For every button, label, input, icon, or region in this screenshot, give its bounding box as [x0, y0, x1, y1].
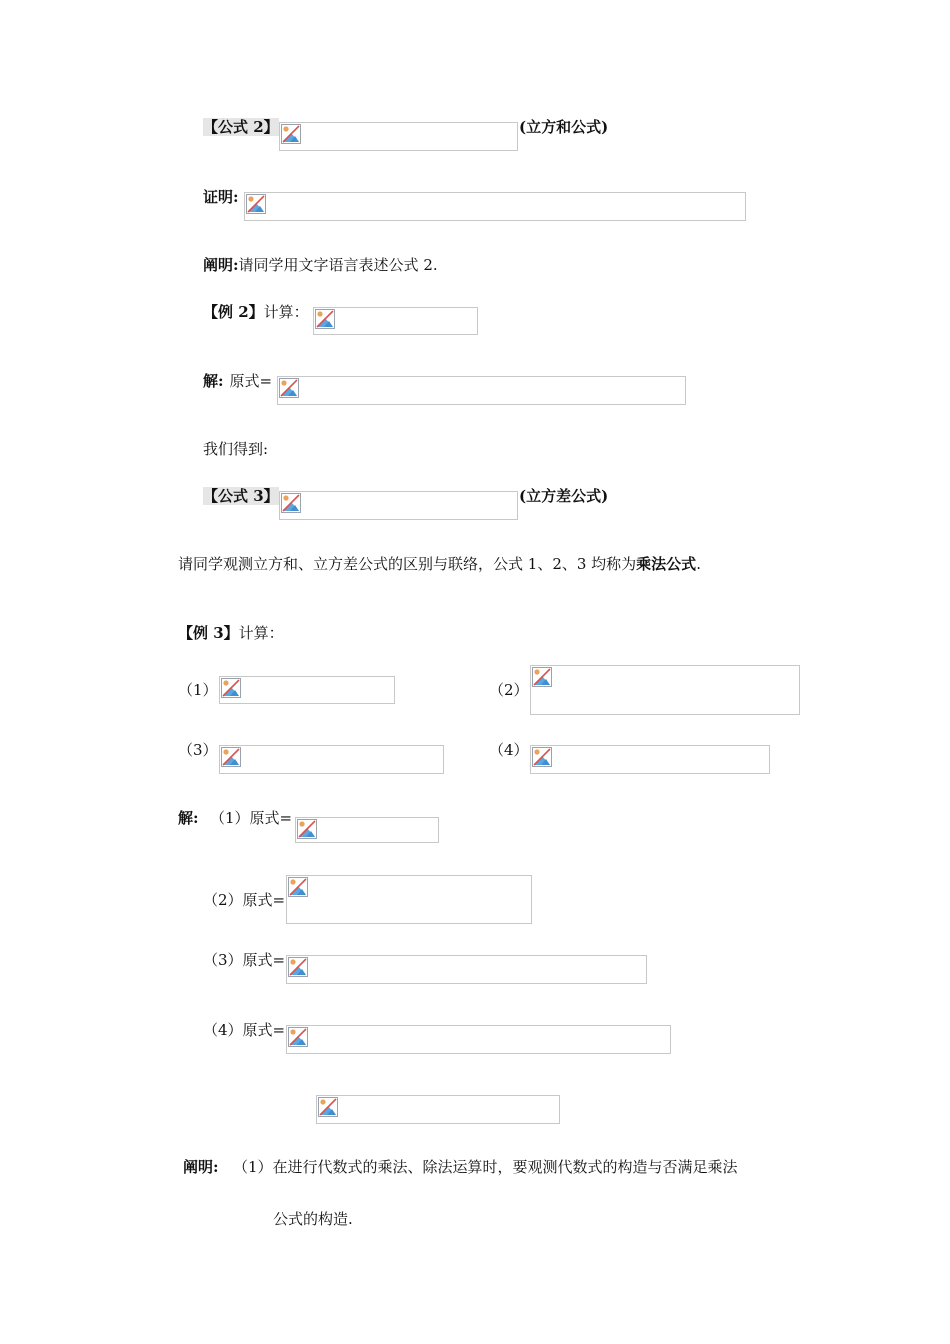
formula2-suffix: (立方和公式) [519, 118, 609, 136]
broken-image-icon [279, 378, 299, 398]
solution3-step2: （2）原式= [203, 891, 286, 909]
observe-paragraph [178, 555, 701, 573]
observe-text: 请同学观测立方和、立方差公式的区别与联络，公式 1、2、3 均称为 [178, 555, 637, 573]
solution3-step1: （1）原式= [210, 809, 293, 827]
broken-image-icon [288, 957, 308, 977]
formula-image [313, 307, 478, 335]
broken-image-icon [532, 667, 552, 687]
formula-image [244, 192, 746, 221]
solution3-label: 解: [178, 809, 199, 827]
solution3-step3: （3）原式= [203, 951, 286, 969]
broken-image-icon [532, 747, 552, 767]
solution1-label: 解: [203, 372, 224, 390]
solution1-paragraph [203, 372, 272, 390]
broken-image-icon [281, 493, 301, 513]
broken-image-icon [281, 124, 301, 144]
broken-image-icon [318, 1097, 338, 1117]
example2-paragraph [203, 303, 309, 321]
formula-image [219, 745, 444, 774]
item-3-label: （3） [178, 741, 218, 759]
example3-text: 计算： [238, 624, 284, 642]
note2-label: 阐明: [183, 1158, 219, 1176]
formula3-label: 【公式 3】 [203, 487, 279, 505]
observe-end: . [696, 555, 701, 573]
example3-paragraph [178, 624, 284, 642]
observe-bold: 乘法公式 [636, 555, 697, 573]
note1-paragraph [203, 256, 438, 274]
formula-image [277, 376, 686, 405]
formula-image [219, 676, 395, 704]
formula-image [279, 491, 518, 520]
broken-image-icon [246, 194, 266, 214]
note1-label: 阐明: [203, 256, 239, 274]
broken-image-icon [221, 747, 241, 767]
broken-image-icon [288, 1027, 308, 1047]
broken-image-icon [221, 678, 241, 698]
note2-line2: 公式的构造. [273, 1210, 353, 1228]
formula-image [316, 1095, 560, 1124]
item-2-label: （2） [489, 681, 529, 699]
item-1-label: （1） [178, 681, 218, 699]
we-get-text: 我们得到: [203, 440, 269, 458]
note2-line1: （1）在进行代数式的乘法、除法运算时，要观测代数式的构造与否满足乘法 [233, 1158, 738, 1176]
proof-label: 证明: [203, 188, 239, 206]
broken-image-icon [315, 309, 335, 329]
example3-label: 【例 3】 [178, 624, 239, 642]
formula-image [530, 665, 800, 715]
solution3-step4: （4）原式= [203, 1021, 286, 1039]
item-4-label: （4） [489, 741, 529, 759]
broken-image-icon [288, 877, 308, 897]
formula-image [295, 817, 439, 843]
formula-image [286, 1025, 671, 1054]
formula-image [530, 745, 770, 774]
formula3-suffix: (立方差公式) [519, 487, 609, 505]
broken-image-icon [297, 819, 317, 839]
note1-text: 请同学用文字语言表述公式 2. [238, 256, 438, 274]
solution1-text: 原式= [229, 372, 273, 390]
example2-label: 【例 2】 [203, 303, 264, 321]
formula-image [279, 122, 518, 151]
example2-text: 计算： [263, 303, 309, 321]
formula-image [286, 955, 647, 984]
formula2-label: 【公式 2】 [203, 118, 279, 136]
formula-image [286, 875, 532, 924]
